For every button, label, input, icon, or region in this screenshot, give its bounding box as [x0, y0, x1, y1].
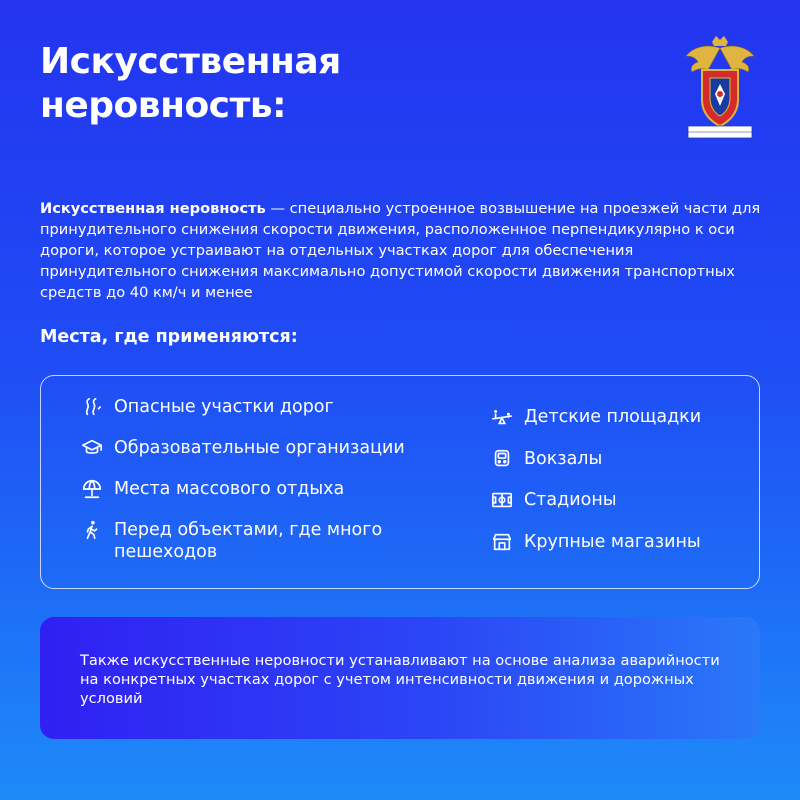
list-item — [79, 396, 439, 418]
list-item-label: Перед объектами, где много пешеходов — [114, 520, 383, 562]
graduation-cap-icon — [79, 437, 105, 459]
places-list-panel — [40, 375, 760, 589]
police-emblem-logo — [680, 34, 760, 144]
pedestrian-icon — [79, 519, 105, 541]
places-heading: Места, где применяются: — [40, 327, 298, 347]
list-item-label: Образовательные организации — [114, 438, 405, 458]
definition-body: — специально устроенное возвышение на проезжей части для принудительного снижения скорости движения, расположенное перпендикулярно к оси дороги, которое устраивают на отдельных участках дорог для обеспечения принудительного снижения максимально допустимой скорости движения транспортных средств до 40 км/ч и менее — [40, 200, 761, 301]
definition-term: Искусственная неровность — [40, 200, 266, 217]
note-text: Также искусственные неровности устанавливают на основе анализа аварийности на конкретных участках дорог с учетом интенсивности движения и дорожных условий — [80, 652, 720, 707]
definition-text — [40, 198, 765, 303]
places-right-column — [489, 406, 749, 572]
list-item-label: Детские площадки — [524, 407, 702, 427]
page-title: Искусственная неровность: — [40, 41, 341, 126]
hazard-road-icon — [79, 396, 105, 418]
list-item-label: Стадионы — [524, 490, 617, 510]
list-item-label: Крупные магазины — [524, 531, 701, 552]
list-item-label: Места массового отдыха — [114, 479, 345, 499]
places-left-column — [79, 396, 439, 582]
stadium-icon — [489, 489, 515, 511]
list-item — [79, 437, 439, 459]
list-item — [79, 478, 439, 500]
list-item — [489, 489, 749, 511]
train-icon — [489, 448, 515, 470]
note-panel — [40, 617, 760, 739]
list-item — [489, 531, 749, 553]
list-item — [489, 406, 749, 428]
store-icon — [489, 531, 515, 553]
list-item — [489, 448, 749, 470]
beach-umbrella-icon — [79, 478, 105, 500]
list-item — [79, 519, 439, 563]
list-item-label: Опасные участки дорог — [114, 397, 334, 417]
seesaw-icon — [489, 406, 515, 428]
list-item-label: Вокзалы — [524, 448, 603, 469]
